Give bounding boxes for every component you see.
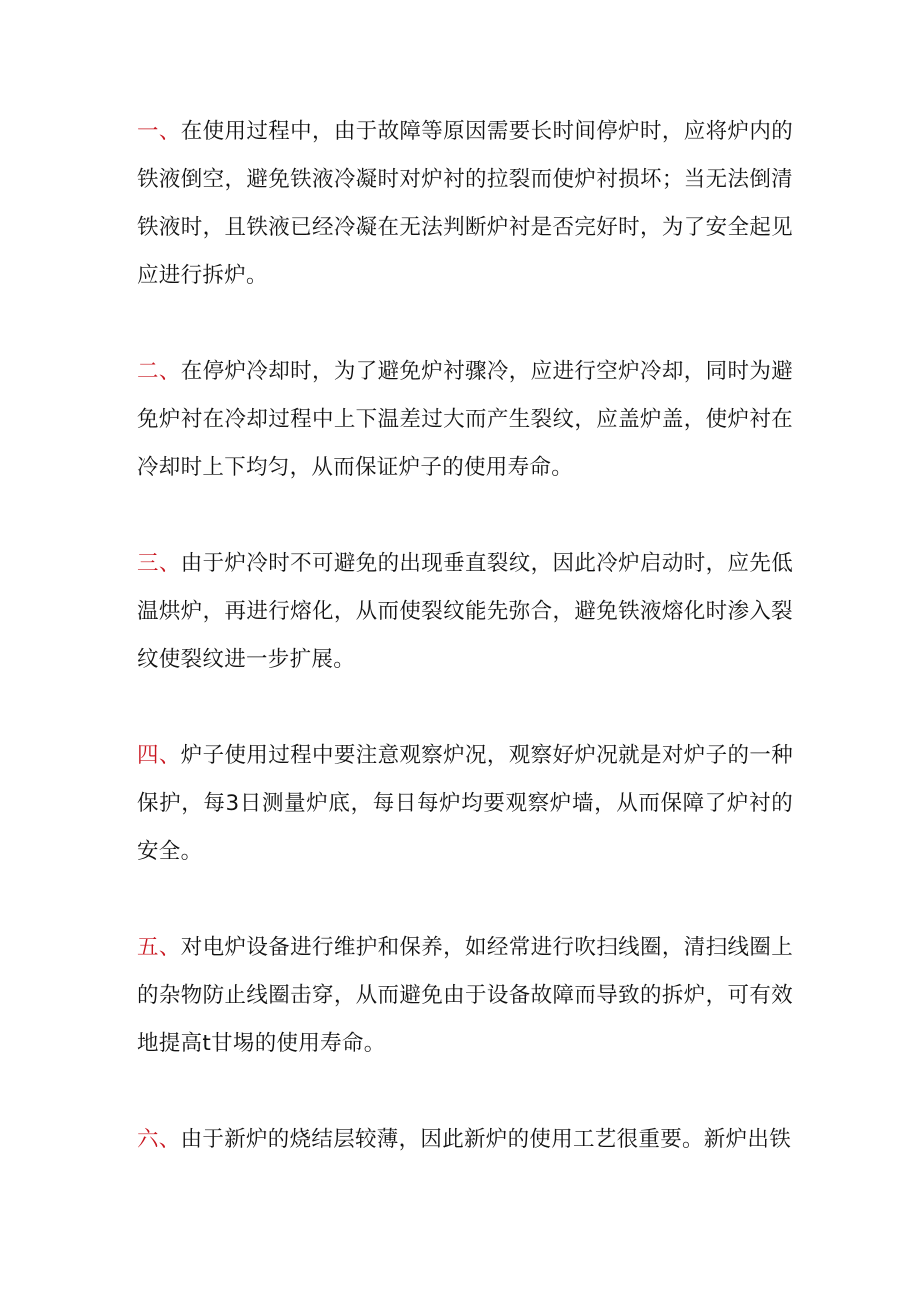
paragraph-number: 五、 bbox=[137, 935, 181, 960]
paragraph-text: 炉子使用过程中要注意观察炉况，观察好炉况就是对炉子的一种保护，每3日测量炉底，每日每炉均要观察炉墙，从而保障了炉衬的安全。 bbox=[137, 743, 794, 864]
paragraph-text: 在停炉冷却时，为了避免炉衬骤冷，应进行空炉冷却，同时为避免炉衬在冷却过程中上下温差过大而产生裂纹，应盖炉盖，使炉衬在冷却时上下均匀，从而保证炉子的使用寿命。 bbox=[137, 359, 794, 480]
paragraph-number: 一、 bbox=[137, 119, 181, 144]
document-body bbox=[137, 108, 793, 1164]
paragraph-2 bbox=[137, 348, 793, 492]
paragraph-text: 对电炉设备进行维护和保养，如经常进行吹扫线圈，清扫线圈上的杂物防止线圈击穿，从而避免由于设备故障而导致的拆炉，可有效地提高t甘埸的使用寿命。 bbox=[137, 935, 794, 1056]
paragraph-text: 由于新炉的烧结层较薄，因此新炉的使用工艺很重要。新炉出铁 bbox=[180, 1127, 792, 1152]
paragraph-3 bbox=[137, 540, 793, 684]
paragraph-number: 六、 bbox=[137, 1127, 181, 1152]
paragraph-number: 二、 bbox=[137, 359, 181, 384]
paragraph-4 bbox=[137, 732, 793, 876]
paragraph-number: 四、 bbox=[137, 743, 181, 768]
paragraph-number: 三、 bbox=[137, 551, 181, 576]
paragraph-5 bbox=[137, 924, 793, 1068]
paragraph-text: 由于炉冷时不可避免的出现垂直裂纹，因此冷炉启动时，应先低温烘炉，再进行熔化，从而使裂纹能先弥合，避免铁液熔化时渗入裂纹使裂纹进一步扩展。 bbox=[137, 551, 794, 672]
paragraph-6 bbox=[137, 1116, 793, 1164]
paragraph-text: 在使用过程中，由于故障等原因需要长时间停炉时，应将炉内的铁液倒空，避免铁液冷凝时对炉衬的拉裂而使炉衬损坏；当无法倒清铁液时，且铁液已经冷凝在无法判断炉衬是否完好时，为了安全起见应进行拆炉。 bbox=[137, 119, 794, 288]
paragraph-1 bbox=[137, 108, 793, 300]
